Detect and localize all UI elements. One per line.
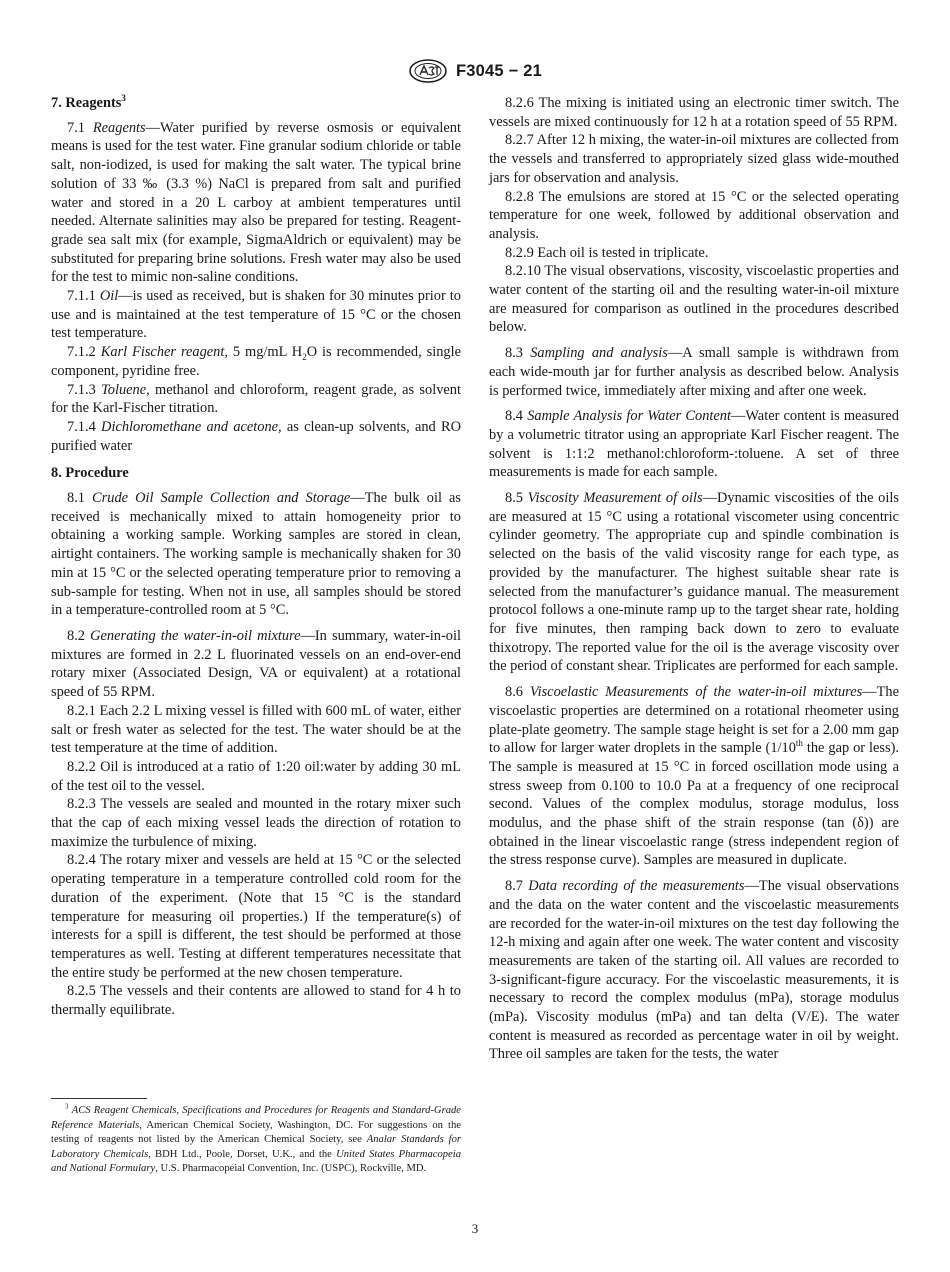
left-column (51, 94, 461, 1020)
para-8-6: 8.6 Viscoelastic Measurements of the water-in-oil mixtures—The viscoelastic properties are determined on a rotational rheometer using plate-plate geometry. The sample stage height is set for a 2.00 mm gap to allow for larger water droplets in the sample (1/10th the gap or less). The sample is measured at 15 °C in forced oscillation mode using a stress sweep from 0.100 to 10.0 Pa at a frequency of one reciprocal second. Values of the complex modulus, storage modulus, loss modulus, and the phase shift of the strain response (tan (δ)) are obtained in the linear viscoelastic range (stress independent region of the stress response curve). Samples are measured in duplicate. (489, 684, 899, 869)
para-8-2-6: 8.2.6 The mixing is initiated using an electronic timer switch. The vessels are mixed continuously for 12 h at a rotation speed of 55 RPM. (489, 95, 899, 130)
para-8-2-7: 8.2.7 After 12 h mixing, the water-in-oil mixtures are collected from the vessels and transferred to appropriately sized glass wide-mouthed jars for observation and analysis. (489, 132, 899, 186)
para-8-2-8: 8.2.8 The emulsions are stored at 15 °C or the selected operating temperature for one week, followed by additional observation and analysis. (489, 188, 899, 242)
para-8-4: 8.4 Sample Analysis for Water Content—Water content is measured by a volumetric titrator using an appropriate Karl Fischer reagent. The solvent is 1:1:2 methanol:chloroform-:toluene. A set of three measurements is made for each sample. (489, 408, 899, 481)
para-8-2: 8.2 Generating the water-in-oil mixture—In summary, water-in-oil mixtures are formed in 2.2 L fluorinated vessels on an end-over-end rotary mixer (Associated Design, VA or equivalent) at a rotational speed of 55 RPM. (51, 627, 461, 701)
para-8-2-9: 8.2.9 Each oil is tested in triplicate. (505, 244, 709, 261)
para-7-1-1: 7.1.1 Oil—is used as received, but is shaken for 30 minutes prior to use and is maintained at the test temperature of 15 °C or the chosen test temperature. (51, 288, 461, 342)
footnote-divider (51, 1098, 147, 1099)
para-8-2-1: 8.2.1 Each 2.2 L mixing vessel is filled with 600 mL of water, either salt or fresh water as selected for the test. The water should be at the test temperature at the time of addition. (51, 702, 461, 757)
para-8-2-2: 8.2.2 Oil is introduced at a ratio of 1:20 oil:water by adding 30 mL of the test oil to the vessel. (51, 758, 461, 794)
footnote: $^3$ ACS Reagent Chemicals, Specifications and Procedures for Reagents and Standard-Grade Reference Materials, American Chemical Society, Washington, DC. For suggestions on the testing of reagents not listed by the American Chemical Society, see Analar Standards for Laboratory Chemicals, BDH Ltd., Poole, Dorset, U.K., and the United States Pharmacopeia and National Formulary, U.S. Pharmacopeial Convention, Inc. (USPC), Rockville, MD. (51, 1102, 462, 1175)
footnote-ref[interactable]: 3 (121, 93, 126, 104)
standard-designation: F3045 − 21 (456, 61, 542, 80)
para-8-2-5: 8.2.5 The vessels and their contents are allowed to stand for 4 h to thermally equilibrate. (51, 983, 461, 1019)
page-number: 3 (471, 1221, 479, 1236)
para-8-2-4: 8.2.4 The rotary mixer and vessels are held at 15 °C or the selected operating temperature in a temperature controlled cold room for the duration of the experiment. (Note that 15 °C is the standard temperature for measuring oil properties.) If the temperature(s) of interests for a spill is different, the test should be performed at those temperatures as well. Testing at different temperatures necessitate that the entire study be performed at the new chosen temperature. (51, 852, 461, 981)
para-7-1-4: 7.1.4 Dichloromethane and acetone, as clean-up solvents, and RO purified water (51, 418, 461, 454)
para-8-2-3: 8.2.3 The vessels are sealed and mounted in the rotary mixer such that the cap of each mixing vessel leads the direction of rotation to maximize the turbulence of mixing. (51, 796, 461, 850)
section-7-heading: 7. Reagents$^3$ (51, 93, 126, 111)
para-7-1: 7.1 Reagents—Water purified by reverse osmosis or equivalent means is used for the test water. Fine granular sodium chloride or table salt, non-iodized, is used for making the salt water. The typical brine solution of 33 ‰ (3.3 %) NaCl is prepared from salt and purified water and stored in a 20 L carboy at ambient temperatures until needed. Alternate salinities may also be prepared for testing. Reagent-grade sea salt mix (for example, SigmaAldrich or equivalent) may be substituted for preparing brine solutions. Fresh water may also be used for the test to mimic non-saline conditions. (51, 119, 461, 286)
para-7-1-3: 7.1.3 Toluene, methanol and chloroform, reagent grade, as solvent for the Karl-Fischer titration. (51, 381, 461, 417)
para-8-3: 8.3 Sampling and analysis—A small sample is withdrawn from each wide-mouth jar for further analysis as described below. Analysis is performed twice, immediately after mixing and after one week. (489, 345, 899, 399)
para-8-7: 8.7 Data recording of the measurements—The visual observations and the data on the water content and the viscoelastic measurements are recorded for the water-in-oil mixtures on the test day following the 12-h mixing and again after one week. The water content and viscosity measurements are taken of the starting oil. All values are recorded to 3-significant-figure accuracy. For the viscoelastic measurements, it is necessary to record the complex modulus (mPa), storage modulus (mPa). Viscosity modulus (mPa) and tan delta (V/E). The water content is measured as recorded as percentage water in oil by weight. Three oil samples are taken for the tests, the water (489, 878, 899, 1063)
para-8-5: 8.5 Viscosity Measurement of oils—Dynamic viscosities of the oils are measured at 15 °C using a rotational viscometer using concentric cylinder geometry. The appropriate cup and spindle combination is selected on the basis of the valid viscosity range for each type, as provided by the manufacturer. The highest suitable shear rate is selected from the manufacturer’s guidance manual. The measurement protocol follows a one-minute ramp up to the target shear rate, holding for five minutes, then ramping back down to zero to evaluate thixotropy. The reported value for the oil is the average viscosity over the period of constant shear. Triplicates are performed for each sample. (489, 490, 899, 675)
page-header (0, 58, 950, 84)
astm-logo-icon (408, 58, 448, 84)
section-8-heading: 8. Procedure (51, 465, 129, 482)
right-column (489, 94, 899, 1064)
para-8-1: 8.1 Crude Oil Sample Collection and Storage—The bulk oil as received is mechanically mixed to attain homogeneity prior to obtaining a working sample. Working samples are stored in clean, airtight containers. The working sample is mechanically shaken for 30 min at 15 °C or the selected operating temperature prior to removing a sub-sample for testing. When not in use, all samples should be stored in a temperature-controlled room at 5 °C. (51, 490, 461, 619)
para-7-1-2: 7.1.2 Karl Fischer reagent, 5 mg/mL $H_2O$ is recommended, single component, pyridine free. (51, 344, 461, 379)
para-8-2-10: 8.2.10 The visual observations, viscosity, viscoelastic properties and water content of the starting oil and the resulting water-in-oil mixture are measured for comparison as outlined in the procedures described below. (489, 263, 899, 336)
